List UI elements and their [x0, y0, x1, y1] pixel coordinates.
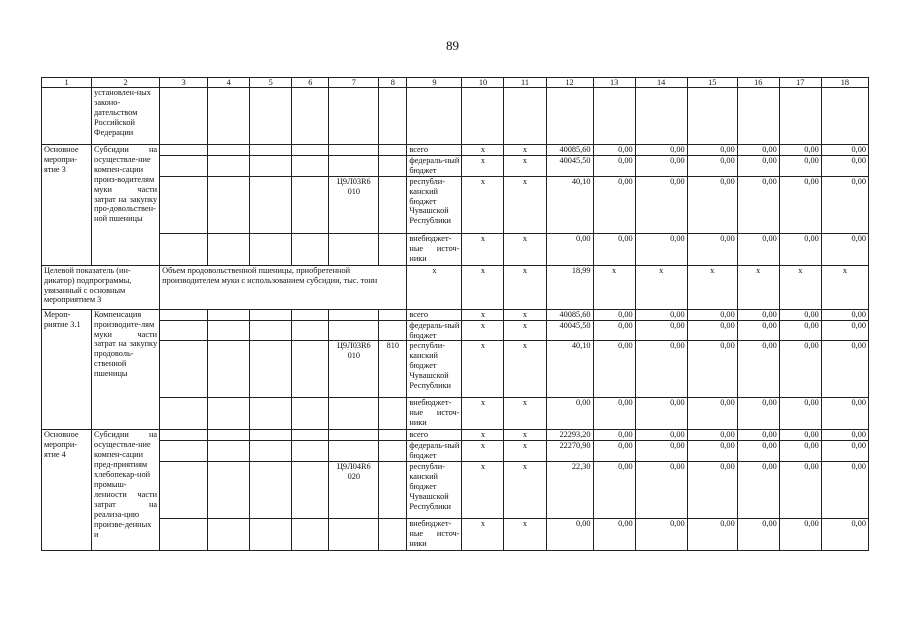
budget-code: Ц9Л04R6 020	[329, 462, 379, 519]
table-row	[42, 309, 869, 320]
amount-cell: 0,00	[635, 430, 687, 441]
funding-source: республи-канский бюджет Чувашской Республики	[407, 462, 462, 519]
empty-cell	[250, 462, 292, 519]
amount-cell: 22293,20	[546, 430, 593, 441]
cell-x: x	[407, 265, 462, 309]
amount-cell: 40045,50	[546, 320, 593, 341]
budget-code	[329, 145, 379, 156]
amount-cell: 22,30	[546, 462, 593, 519]
empty-cell	[292, 341, 329, 398]
empty-cell	[208, 320, 250, 341]
header-cell: 11	[504, 78, 546, 88]
table-row	[42, 430, 869, 441]
amount-cell: 40085,60	[546, 309, 593, 320]
budget-table	[41, 77, 869, 551]
amount-cell: 0,00	[779, 155, 821, 176]
cell-x: x	[462, 441, 504, 462]
amount-cell: 0,00	[779, 519, 821, 551]
header-cell: 4	[208, 78, 250, 88]
table-row	[42, 341, 869, 398]
amount-cell: 0,00	[635, 233, 687, 265]
amount-cell: 0,00	[593, 176, 635, 233]
amount-cell: 0,00	[737, 145, 779, 156]
empty-cell	[160, 398, 208, 430]
cell-x: x	[737, 265, 779, 309]
amount-cell: 0,00	[593, 320, 635, 341]
cell-x: x	[462, 145, 504, 156]
indicator-value: 18,99	[546, 265, 593, 309]
cell-x: x	[462, 341, 504, 398]
header-cell: 10	[462, 78, 504, 88]
header-cell: 14	[635, 78, 687, 88]
amount-cell: 0,00	[593, 398, 635, 430]
header-cell: 13	[593, 78, 635, 88]
amount-cell: 0,00	[821, 462, 868, 519]
empty-cell	[250, 430, 292, 441]
cell-x: x	[504, 176, 546, 233]
empty-cell	[250, 320, 292, 341]
empty-cell	[250, 233, 292, 265]
continuation-row	[42, 88, 869, 145]
empty-cell	[208, 309, 250, 320]
amount-cell: 0,00	[821, 341, 868, 398]
table-row	[42, 519, 869, 551]
empty-cell	[208, 176, 250, 233]
table-row	[42, 320, 869, 341]
amount-cell: 0,00	[737, 519, 779, 551]
budget-code	[329, 441, 379, 462]
empty-cell	[292, 519, 329, 551]
empty-cell	[208, 155, 250, 176]
indicator-row	[42, 265, 869, 309]
cell-x: x	[504, 462, 546, 519]
amount-cell: 0,00	[687, 309, 737, 320]
indicator-text: Объем продовольственной пшеницы, приобретенной производителем муки с использованием субсидии, тыс. тонн	[160, 265, 407, 309]
amount-cell: 0,00	[737, 441, 779, 462]
header-cell: 9	[407, 78, 462, 88]
amount-cell: 0,00	[593, 155, 635, 176]
amount-cell: 0,00	[821, 430, 868, 441]
amount-cell: 0,00	[779, 430, 821, 441]
amount-cell: 0,00	[779, 441, 821, 462]
expense-type	[379, 176, 407, 233]
amount-cell: 0,00	[635, 441, 687, 462]
empty-cell	[208, 233, 250, 265]
activity-description: Компенсация производите-лям муки части затрат на закупку продоволь-ственной пшеницы	[92, 309, 160, 430]
header-cell: 18	[821, 78, 868, 88]
budget-code: Ц9Л03R6 010	[329, 341, 379, 398]
amount-cell: 0,00	[779, 341, 821, 398]
amount-cell: 0,00	[737, 430, 779, 441]
budget-code	[329, 430, 379, 441]
empty-cell	[250, 309, 292, 320]
amount-cell: 0,00	[593, 519, 635, 551]
cell-x: x	[504, 519, 546, 551]
page-number: 89	[446, 38, 459, 53]
cell-x: x	[462, 320, 504, 341]
amount-cell: 0,00	[779, 309, 821, 320]
budget-code	[329, 519, 379, 551]
indicator-label: Целевой показатель (ин-дикатор) подпрограммы, увязанный с основным мероприятием 3	[42, 265, 160, 309]
empty-cell	[208, 341, 250, 398]
amount-cell: 0,00	[821, 155, 868, 176]
amount-cell: 0,00	[635, 145, 687, 156]
empty-cell	[160, 430, 208, 441]
activity-description: Субсидии на осуществле-ние компен-сации пред-приятиям хлебопекар-ной промыш-ленности части затрат на реализа-цию произве-денных и	[92, 430, 160, 551]
funding-source: республи-канский бюджет Чувашской Республики	[407, 176, 462, 233]
amount-cell: 0,00	[593, 309, 635, 320]
empty-cell	[292, 176, 329, 233]
expense-type	[379, 519, 407, 551]
cell-x: x	[504, 441, 546, 462]
cell-x: x	[779, 265, 821, 309]
activity-description: Субсидии на осуществле-ние компен-сации произ-водителям муки части затрат на закупку про-довольствен-ной пшеницы	[92, 145, 160, 266]
funding-source: всего	[407, 430, 462, 441]
amount-cell: 0,00	[687, 341, 737, 398]
empty-cell	[160, 441, 208, 462]
empty-cell	[250, 176, 292, 233]
empty-cell	[160, 309, 208, 320]
amount-cell: 0,00	[635, 462, 687, 519]
table-row	[42, 176, 869, 233]
amount-cell: 0,00	[635, 398, 687, 430]
empty-cell	[208, 462, 250, 519]
amount-cell: 40,10	[546, 176, 593, 233]
header-cell: 3	[160, 78, 208, 88]
budget-code	[329, 155, 379, 176]
funding-source: всего	[407, 309, 462, 320]
amount-cell: 0,00	[687, 155, 737, 176]
empty-cell	[250, 341, 292, 398]
activity-label: Основное меропри-ятие 3	[42, 145, 92, 266]
header-cell: 16	[737, 78, 779, 88]
cell-x: x	[462, 233, 504, 265]
expense-type	[379, 145, 407, 156]
expense-type: 810	[379, 341, 407, 398]
amount-cell: 0,00	[687, 462, 737, 519]
cell-x: x	[504, 309, 546, 320]
table-row	[42, 155, 869, 176]
empty-cell	[292, 398, 329, 430]
budget-code	[329, 233, 379, 265]
cell-x: x	[593, 265, 635, 309]
amount-cell: 0,00	[546, 233, 593, 265]
amount-cell: 0,00	[687, 233, 737, 265]
funding-source: республи-канский бюджет Чувашской Республики	[407, 341, 462, 398]
empty-cell	[160, 145, 208, 156]
amount-cell: 0,00	[593, 430, 635, 441]
cell-x: x	[504, 155, 546, 176]
cell-x: x	[821, 265, 868, 309]
empty-cell	[160, 519, 208, 551]
amount-cell: 0,00	[687, 398, 737, 430]
header-cell: 15	[687, 78, 737, 88]
header-row	[42, 78, 869, 88]
cell-x: x	[462, 519, 504, 551]
amount-cell: 0,00	[687, 145, 737, 156]
amount-cell: 0,00	[821, 145, 868, 156]
header-cell: 17	[779, 78, 821, 88]
amount-cell: 0,00	[821, 176, 868, 233]
empty-cell	[250, 398, 292, 430]
amount-cell: 0,00	[737, 398, 779, 430]
cell-x: x	[504, 145, 546, 156]
amount-cell: 0,00	[821, 441, 868, 462]
cell-x: x	[462, 309, 504, 320]
empty-cell	[160, 320, 208, 341]
budget-code: Ц9Л03R6 010	[329, 176, 379, 233]
cell-x: x	[462, 462, 504, 519]
amount-cell: 0,00	[687, 441, 737, 462]
amount-cell: 0,00	[635, 309, 687, 320]
amount-cell: 0,00	[635, 519, 687, 551]
amount-cell: 0,00	[779, 233, 821, 265]
cell-x: x	[462, 398, 504, 430]
expense-type	[379, 430, 407, 441]
funding-source: внебюджет-ные источ-ники	[407, 519, 462, 551]
empty-cell	[208, 398, 250, 430]
amount-cell: 0,00	[593, 441, 635, 462]
amount-cell: 0,00	[687, 430, 737, 441]
continuation-text: установлен-ных законо-дательством Российской Федерации	[92, 88, 160, 145]
amount-cell: 0,00	[635, 341, 687, 398]
amount-cell: 0,00	[593, 341, 635, 398]
cell-x: x	[462, 155, 504, 176]
funding-source: внебюджет-ные источ-ники	[407, 233, 462, 265]
amount-cell: 0,00	[737, 309, 779, 320]
activity-label: Основное меропри-ятие 4	[42, 430, 92, 551]
cell-x: x	[504, 320, 546, 341]
amount-cell: 40085,60	[546, 145, 593, 156]
table-row	[42, 145, 869, 156]
cell-x: x	[462, 176, 504, 233]
expense-type	[379, 320, 407, 341]
table-row	[42, 233, 869, 265]
expense-type	[379, 309, 407, 320]
cell-x: x	[462, 430, 504, 441]
empty-cell	[292, 145, 329, 156]
cell-x: x	[687, 265, 737, 309]
cell-x: x	[504, 265, 546, 309]
amount-cell: 0,00	[635, 155, 687, 176]
expense-type	[379, 441, 407, 462]
amount-cell: 0,00	[737, 155, 779, 176]
empty-cell	[292, 155, 329, 176]
header-cell: 6	[292, 78, 329, 88]
amount-cell: 0,00	[593, 462, 635, 519]
amount-cell: 22270,90	[546, 441, 593, 462]
amount-cell: 0,00	[779, 320, 821, 341]
cell-x: x	[504, 398, 546, 430]
empty-cell	[250, 519, 292, 551]
amount-cell: 40,10	[546, 341, 593, 398]
amount-cell: 0,00	[821, 309, 868, 320]
empty-cell	[292, 309, 329, 320]
empty-cell	[292, 320, 329, 341]
funding-source: федераль-ный бюджет	[407, 155, 462, 176]
empty-cell	[208, 519, 250, 551]
empty-cell	[250, 155, 292, 176]
empty-cell	[160, 233, 208, 265]
amount-cell: 0,00	[546, 519, 593, 551]
amount-cell: 0,00	[821, 398, 868, 430]
empty-cell	[292, 233, 329, 265]
amount-cell: 0,00	[779, 176, 821, 233]
funding-source: всего	[407, 145, 462, 156]
amount-cell: 0,00	[779, 398, 821, 430]
amount-cell: 0,00	[737, 233, 779, 265]
amount-cell: 0,00	[779, 145, 821, 156]
amount-cell: 0,00	[821, 320, 868, 341]
header-cell: 2	[92, 78, 160, 88]
budget-code	[329, 320, 379, 341]
cell-x: x	[504, 341, 546, 398]
table-row	[42, 441, 869, 462]
activity-label: Мероп-риятие 3.1	[42, 309, 92, 430]
expense-type	[379, 398, 407, 430]
funding-source: федераль-ный бюджет	[407, 441, 462, 462]
empty-cell	[208, 441, 250, 462]
empty-cell	[160, 176, 208, 233]
amount-cell: 0,00	[779, 462, 821, 519]
expense-type	[379, 462, 407, 519]
amount-cell: 0,00	[737, 176, 779, 233]
amount-cell: 0,00	[546, 398, 593, 430]
amount-cell: 0,00	[593, 233, 635, 265]
empty-cell	[250, 441, 292, 462]
amount-cell: 0,00	[593, 145, 635, 156]
empty-cell	[292, 441, 329, 462]
header-cell: 12	[546, 78, 593, 88]
amount-cell: 0,00	[687, 320, 737, 341]
empty-cell	[160, 155, 208, 176]
table-row	[42, 462, 869, 519]
header-cell: 8	[379, 78, 407, 88]
cell-x: x	[504, 430, 546, 441]
header-cell: 7	[329, 78, 379, 88]
amount-cell: 0,00	[687, 176, 737, 233]
empty-cell	[160, 462, 208, 519]
funding-source: внебюджет-ные источ-ники	[407, 398, 462, 430]
budget-code	[329, 398, 379, 430]
empty-cell	[292, 462, 329, 519]
header-cell: 5	[250, 78, 292, 88]
amount-cell: 0,00	[635, 320, 687, 341]
funding-source: федераль-ный бюджет	[407, 320, 462, 341]
empty-cell	[250, 145, 292, 156]
empty-cell	[160, 341, 208, 398]
empty-cell	[208, 430, 250, 441]
cell-x: x	[462, 265, 504, 309]
empty-cell	[208, 145, 250, 156]
amount-cell: 0,00	[737, 462, 779, 519]
expense-type	[379, 155, 407, 176]
amount-cell: 0,00	[821, 519, 868, 551]
amount-cell: 0,00	[687, 519, 737, 551]
empty-cell	[292, 430, 329, 441]
table-row	[42, 398, 869, 430]
cell-x: x	[504, 233, 546, 265]
amount-cell: 40045,50	[546, 155, 593, 176]
amount-cell: 0,00	[821, 233, 868, 265]
expense-type	[379, 233, 407, 265]
budget-code	[329, 309, 379, 320]
amount-cell: 0,00	[635, 176, 687, 233]
amount-cell: 0,00	[737, 341, 779, 398]
amount-cell: 0,00	[737, 320, 779, 341]
header-cell: 1	[42, 78, 92, 88]
cell-x: x	[635, 265, 687, 309]
